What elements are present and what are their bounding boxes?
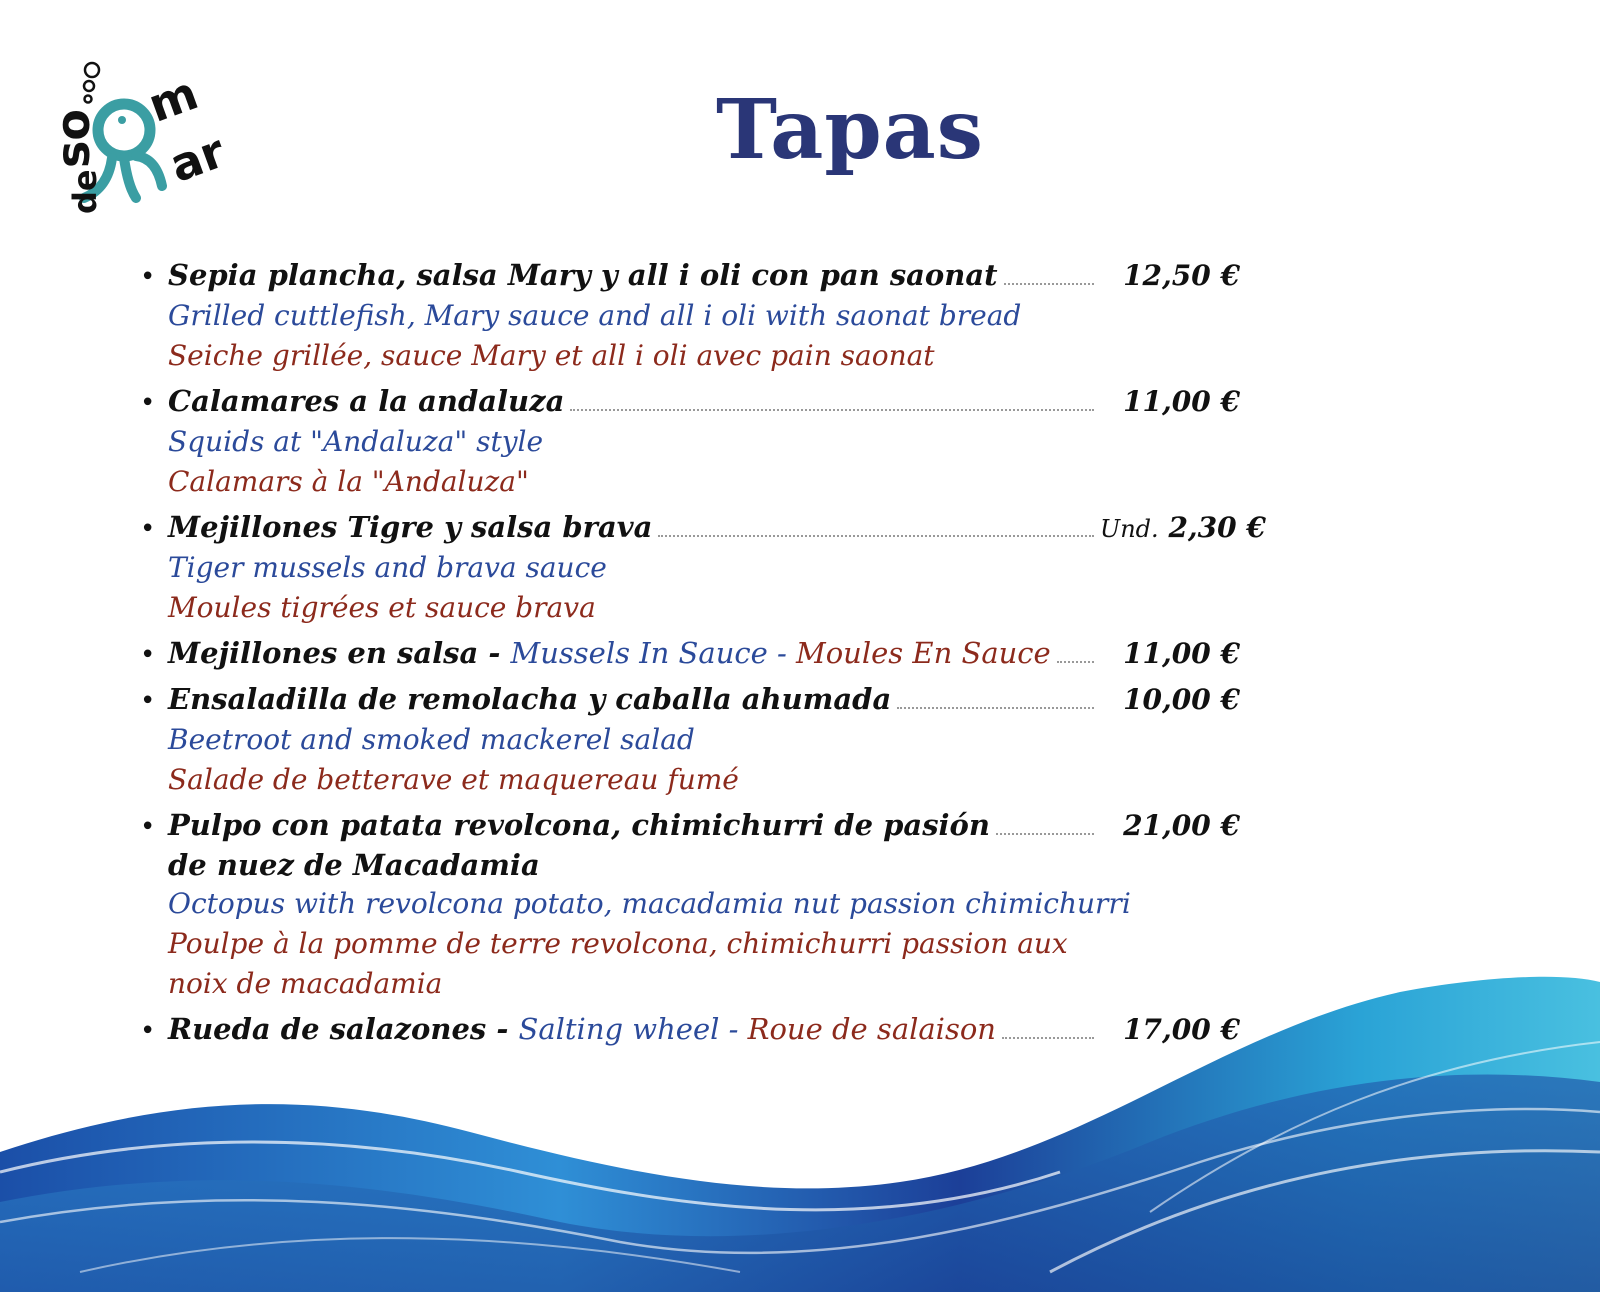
item-french: Calamars à la "Andaluza" (168, 465, 529, 498)
item-english: Tiger mussels and brava sauce (168, 551, 607, 584)
item-price: 12,50 € (1123, 259, 1240, 292)
leader-dots (1057, 661, 1094, 663)
item-english-inline: Mussels In Sauce (510, 636, 768, 670)
item-name: Calamares a la andaluza (168, 384, 565, 418)
item-french-inline: Roue de salaison (747, 1012, 996, 1046)
item-name-es: Rueda de salazones (168, 1012, 487, 1046)
item-name: Ensaladilla de remolacha y caballa ahumada (168, 682, 892, 716)
item-french: Salade de betterave et maquereau fumé (168, 763, 739, 796)
item-english: Octopus with revolcona potato, macadamia nut passion chimichurri (168, 887, 1131, 920)
bullet: • (140, 514, 156, 544)
item-french-continued: noix de macadamia (168, 967, 443, 1000)
bullet: • (140, 686, 156, 716)
item-name: Sepia plancha, salsa Mary y all i oli con pan saonat (168, 258, 998, 292)
item-price: 11,00 € (1123, 385, 1240, 418)
item-english: Squids at "Andaluza" style (168, 425, 544, 458)
menu-item (140, 506, 1266, 628)
item-french-inline: Moules En Sauce (796, 636, 1051, 670)
item-english-inline: Salting wheel (518, 1012, 720, 1046)
item-price: 11,00 € (1123, 637, 1240, 670)
bullet: • (140, 388, 156, 418)
logo-text-so: so (46, 109, 100, 168)
item-price: 10,00 € (1123, 683, 1240, 716)
item-price-value: 2,30 € (1168, 511, 1266, 544)
menu-item (140, 380, 1240, 502)
item-price: 21,00 € (1123, 809, 1240, 842)
decorative-waves (0, 972, 1600, 1292)
item-name (168, 632, 1051, 674)
item-name: Mejillones Tigre y salsa brava (168, 510, 653, 544)
item-price (1100, 511, 1266, 544)
menu-list (140, 254, 1266, 1054)
separator: - (767, 636, 797, 670)
leader-dots (996, 833, 1094, 835)
leader-dots (1004, 283, 1094, 285)
leader-dots (658, 535, 1094, 537)
logo-text-ar: ar (162, 123, 232, 193)
item-unit: Und. (1100, 515, 1159, 543)
leader-dots (570, 409, 1094, 411)
separator: - (478, 636, 511, 670)
logo-text-de: de (66, 169, 104, 214)
bullet: • (140, 640, 156, 670)
bullet: • (140, 262, 156, 292)
logo-text-m: m (141, 65, 205, 133)
bullet: • (140, 1016, 156, 1046)
page-title: Tapas (716, 82, 984, 178)
menu-item (140, 632, 1240, 674)
bubble-icon (85, 63, 99, 77)
bullet: • (140, 812, 156, 842)
item-name-es: Mejillones en salsa (168, 636, 479, 670)
separator: - (486, 1012, 519, 1046)
item-english: Beetroot and smoked mackerel salad (168, 723, 695, 756)
item-french: Poulpe à la pomme de terre revolcona, chimichurri passion aux (168, 927, 1068, 960)
item-price: 17,00 € (1123, 1013, 1240, 1046)
menu-item (140, 254, 1240, 376)
menu-item (140, 678, 1240, 800)
leader-dots (897, 707, 1094, 709)
item-name: Pulpo con patata revolcona, chimichurri de pasión (168, 808, 990, 842)
item-name-continued: de nuez de Macadamia (168, 848, 540, 882)
item-french: Moules tigrées et sauce brava (168, 591, 596, 624)
item-english: Grilled cuttlefish, Mary sauce and all i oli with saonat bread (168, 299, 1022, 332)
separator: - (719, 1012, 748, 1046)
item-french: Seiche grillée, sauce Mary et all i oli avec pain saonat (168, 339, 935, 372)
